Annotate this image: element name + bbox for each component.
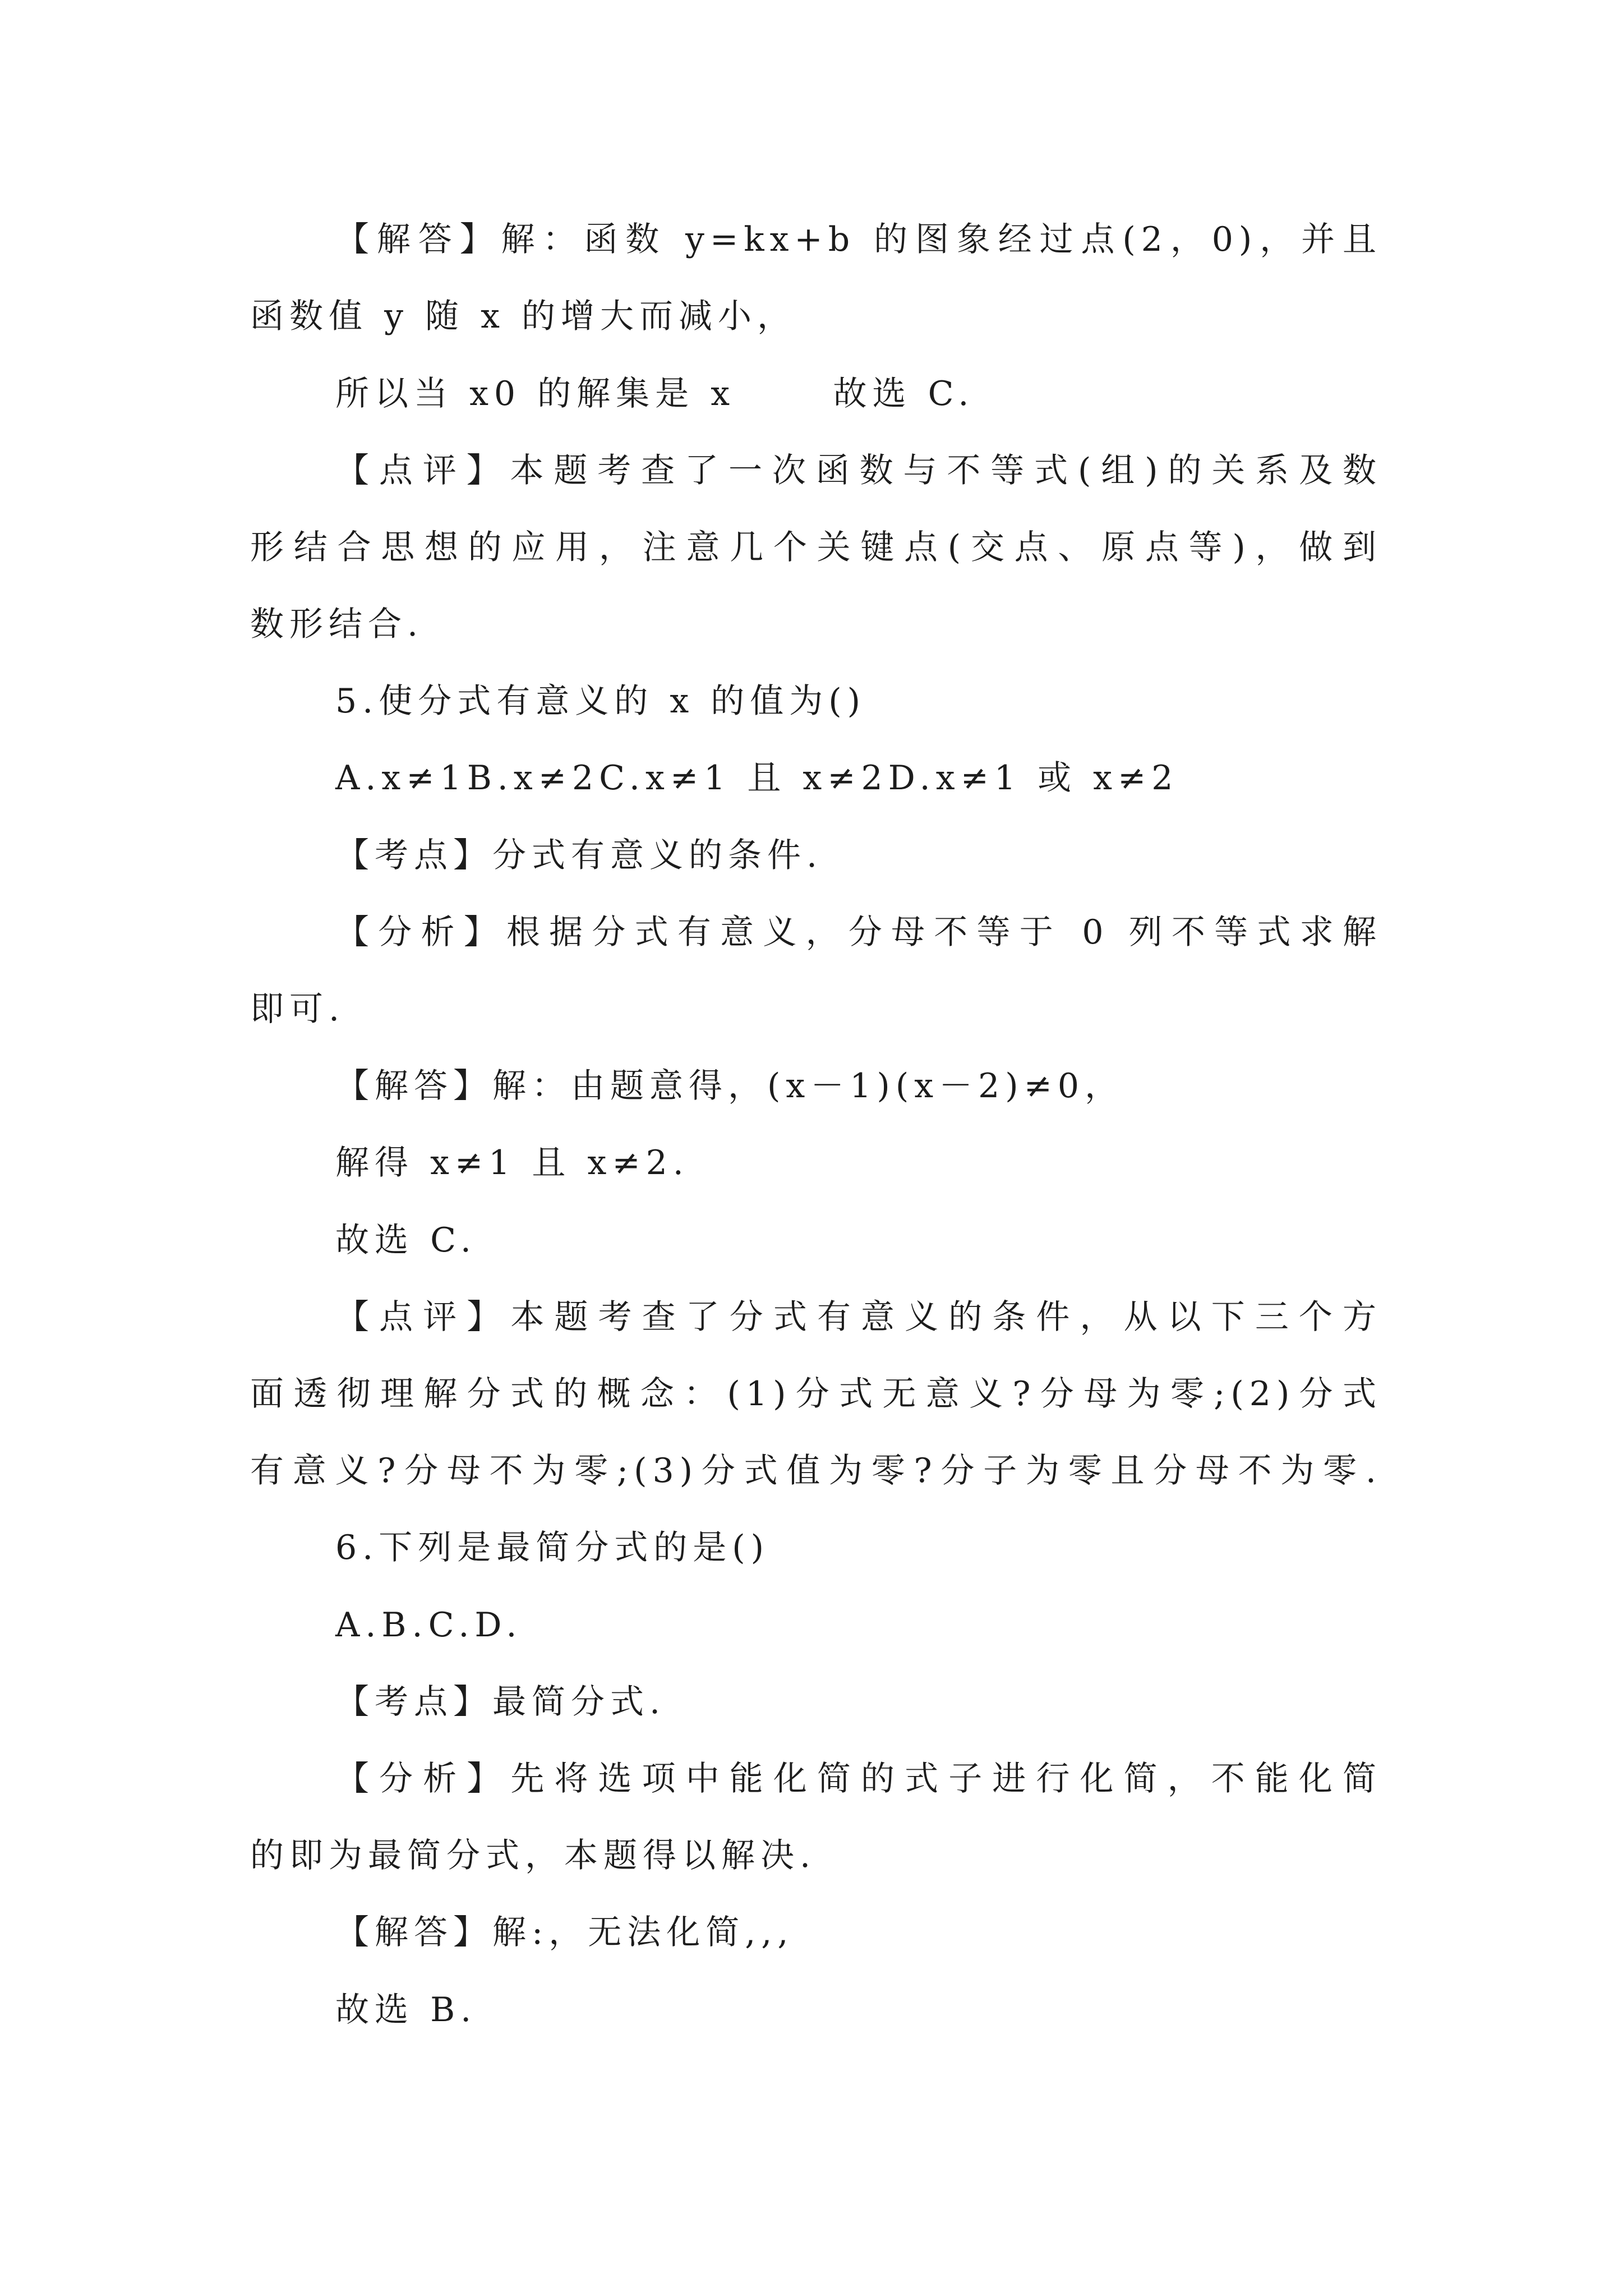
text-line: 所以当 x0 的解集是 x 故选 C.: [335, 374, 975, 413]
text-line: 【点评】本题考查了一次函数与不等式(组)的关系及数: [335, 451, 1382, 490]
text-line: 【解答】解:，无法化简,,,: [335, 1913, 794, 1952]
text-line: 解得 x≠1 且 x≠2.: [335, 1143, 689, 1182]
text-line: 形结合思想的应用，注意几个关键点(交点、原点等)，做到: [250, 528, 1382, 567]
question-text: 5.使分式有意义的 x 的值为(): [335, 682, 866, 721]
text-line: 【考点】分式有意义的条件.: [335, 836, 823, 875]
options-text: A.B.C.D.: [335, 1605, 523, 1645]
options-text: A.x≠1B.x≠2C.x≠1 且 x≠2D.x≠1 或 x≠2: [335, 758, 1179, 798]
text-line: 故选 C.: [335, 1221, 477, 1260]
text-line: 的即为最简分式，本题得以解决.: [250, 1836, 817, 1875]
text-line: 【解答】解：函数 y=kx+b 的图象经过点(2，0)，并且: [335, 220, 1382, 259]
text-line: 【分析】先将选项中能化简的式子进行化简，不能化简: [335, 1759, 1382, 1798]
text-line: 【分析】根据分式有意义，分母不等于 0 列不等式求解: [335, 913, 1382, 952]
text-line: 有意义?分母不为零;(3)分式值为零?分子为零且分母不为零.: [250, 1451, 1382, 1490]
text-line: 【解答】解：由题意得，(x－1)(x－2)≠0，: [335, 1066, 1124, 1106]
text-line: 故选 B.: [335, 1990, 477, 2030]
text-line: 数形结合.: [250, 605, 424, 644]
question-text: 6.下列是最简分式的是(): [335, 1528, 770, 1567]
text-line: 面透彻理解分式的概念：(1)分式无意义?分母为零;(2)分式: [250, 1374, 1382, 1414]
text-line: 即可.: [250, 990, 345, 1029]
text-line: 【考点】最简分式.: [335, 1682, 666, 1722]
text-line: 函数值 y 随 x 的增大而减小，: [250, 297, 797, 336]
text-line: 【点评】本题考查了分式有意义的条件，从以下三个方: [335, 1297, 1382, 1337]
